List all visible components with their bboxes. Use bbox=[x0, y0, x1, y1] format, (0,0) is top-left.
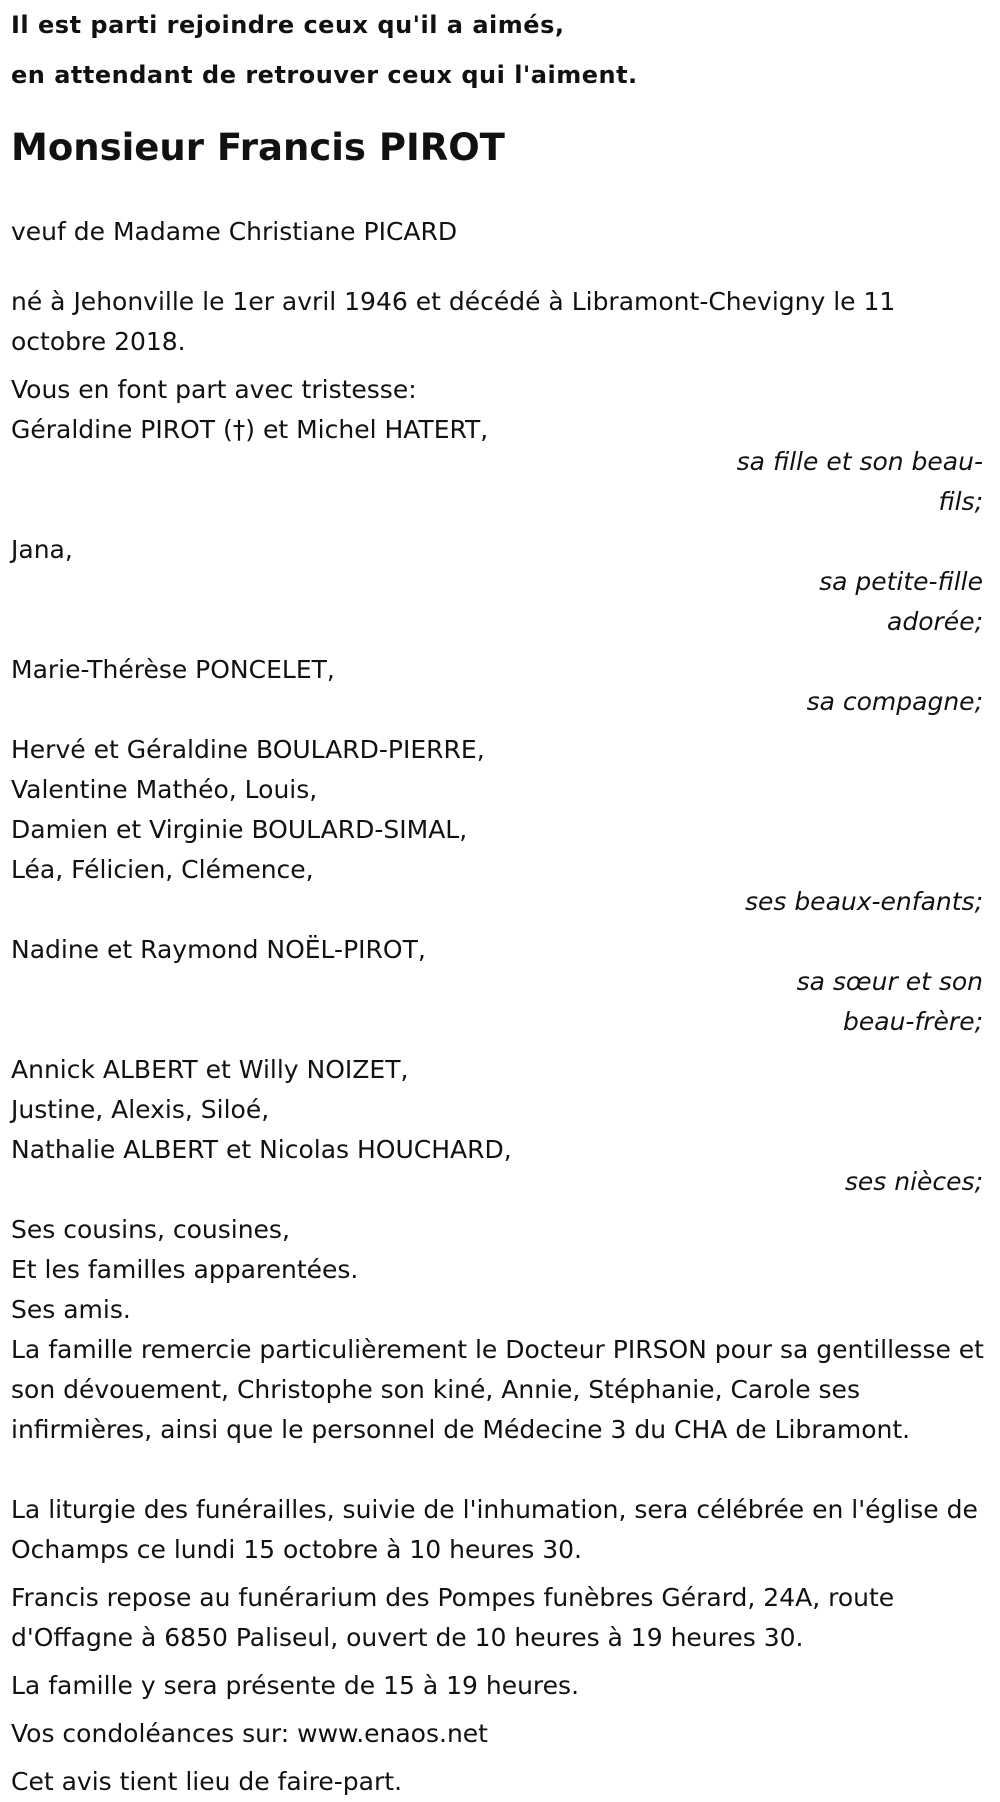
family-names: Annick ALBERT et Willy NOIZET, bbox=[11, 1055, 409, 1084]
family-names: Léa, Félicien, Clémence, bbox=[11, 855, 314, 884]
family-group bbox=[11, 930, 989, 1042]
rest-paragraph: Francis repose au funérarium des Pompes funèbres Gérard, 24A, route d'Offagne à 6850 Paliseul, ouvert de 10 heures à 19 heures 30. bbox=[11, 1583, 895, 1652]
others-section bbox=[11, 1210, 989, 1330]
family-names: Justine, Alexis, Siloé, bbox=[11, 1095, 270, 1124]
family-names: Jana, bbox=[11, 535, 73, 564]
family-relation: ses beaux-enfants; bbox=[744, 887, 983, 916]
family-group bbox=[11, 730, 989, 922]
others-line: Et les familles apparentées. bbox=[11, 1255, 359, 1284]
others-line: Ses cousins, cousines, bbox=[11, 1215, 290, 1244]
family-names: Damien et Virginie BOULARD-SIMAL, bbox=[11, 815, 468, 844]
birth-death-line: né à Jehonville le 1er avril 1946 et décédé à Libramont-Chevigny le 11 octobre 2018. bbox=[11, 287, 896, 356]
spouse-line: veuf de Madame Christiane PICARD bbox=[11, 217, 458, 246]
family-names: Valentine Mathéo, Louis, bbox=[11, 775, 318, 804]
family-relation: sa compagne; bbox=[806, 687, 983, 716]
family-group bbox=[11, 410, 989, 522]
condolences-line: Vos condoléances sur: www.enaos.net bbox=[11, 1719, 488, 1748]
liturgy-paragraph: La liturgie des funérailles, suivie de l'inhumation, sera célébrée en l'église de Ochamps ce lundi 15 octobre à 10 heures 30. bbox=[11, 1495, 978, 1564]
family-relation: sa sœur et son beau-frère; bbox=[796, 967, 983, 1036]
epitaph bbox=[11, 0, 989, 100]
presence-line: La famille y sera présente de 15 à 19 heures. bbox=[11, 1671, 580, 1700]
family-group bbox=[11, 650, 989, 722]
family-names: Marie-Thérèse PONCELET, bbox=[11, 655, 335, 684]
family-relation: sa fille et son beau-fils; bbox=[736, 447, 983, 516]
family-relation: sa petite-fille adorée; bbox=[819, 567, 983, 636]
family-relation: ses nièces; bbox=[844, 1167, 983, 1196]
family-names: Nathalie ALBERT et Nicolas HOUCHARD, bbox=[11, 1135, 512, 1164]
deceased-name: Monsieur Francis PIROT bbox=[11, 126, 505, 169]
intro-line: Vous en font part avec tristesse: bbox=[11, 375, 417, 404]
epitaph-line-1: Il est parti rejoindre ceux qu'il a aimés, bbox=[11, 11, 565, 39]
notice-line: Cet avis tient lieu de faire-part. bbox=[11, 1767, 403, 1796]
family-section bbox=[11, 410, 989, 1202]
thanks-paragraph: La famille remercie particulièrement le Docteur PIRSON pour sa gentillesse et son dévouement, Christophe son kiné, Annie, Stéphanie, Carole ses infirmières, ainsi que le personnel de Médecine 3 du CHA de Libramont. bbox=[11, 1335, 984, 1444]
family-group bbox=[11, 1050, 989, 1202]
family-names: Hervé et Géraldine BOULARD-PIERRE, bbox=[11, 735, 485, 764]
family-group bbox=[11, 530, 989, 642]
family-names: Nadine et Raymond NOËL-PIROT, bbox=[11, 935, 426, 964]
epitaph-line-2: en attendant de retrouver ceux qui l'aiment. bbox=[11, 61, 638, 89]
family-names: Géraldine PIROT (†) et Michel HATERT, bbox=[11, 415, 489, 444]
others-line: Ses amis. bbox=[11, 1295, 131, 1324]
